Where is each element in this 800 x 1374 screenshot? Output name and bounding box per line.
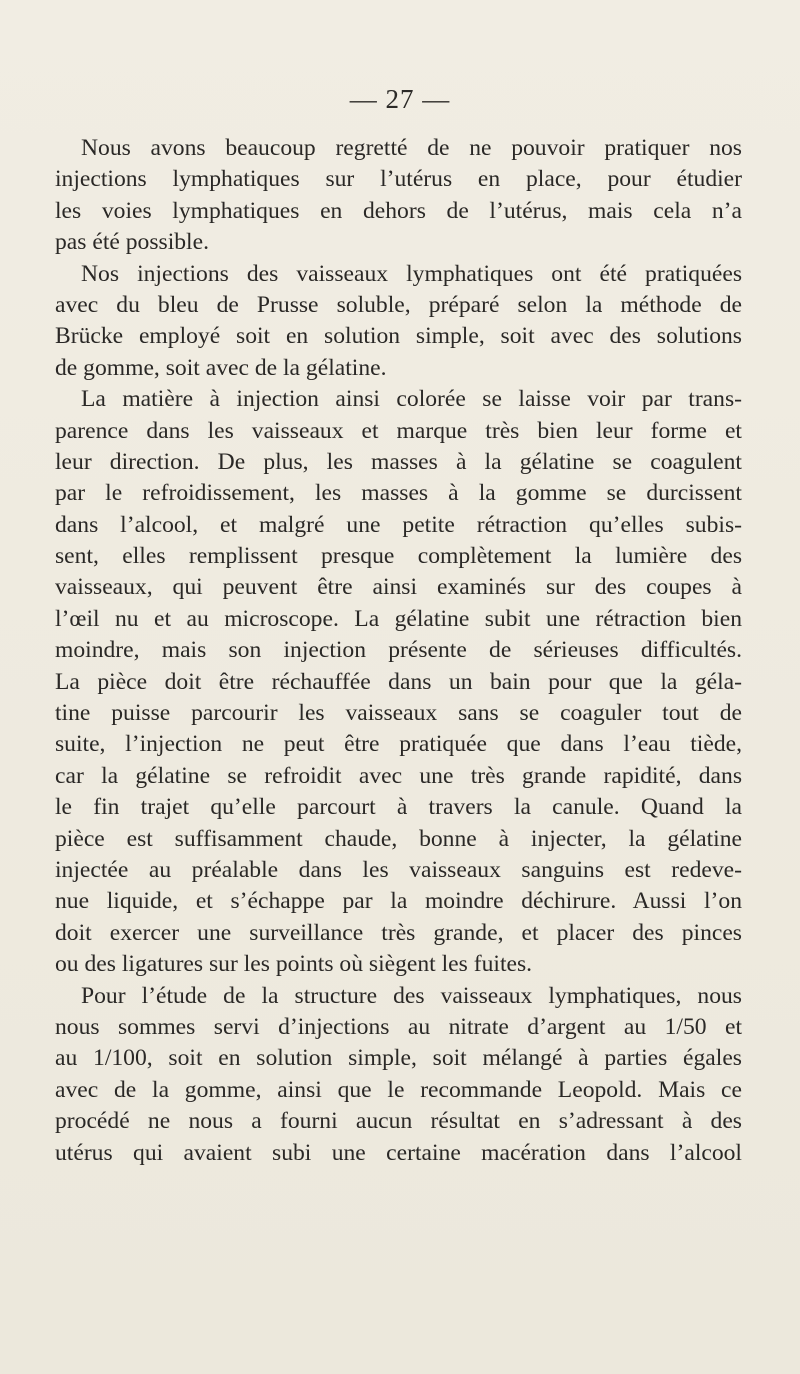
text-line: utérus qui avaient subi une certaine macération dans l’alcool (55, 1139, 742, 1166)
text-line: injectée au préalable dans les vaisseaux sanguins est redeve- (55, 856, 742, 883)
text-line: le fin trajet qu’elle parcourt à travers la canule. Quand la (55, 794, 742, 821)
text-line: suite, l’injection ne peut être pratiquée que dans l’eau tiède, (55, 731, 742, 758)
text-line: l’œil nu et au microscope. La gélatine subit une rétraction bien (55, 605, 742, 632)
text-line: pièce est suffisamment chaude, bonne à injecter, la gélatine (55, 825, 742, 852)
text-line: leur direction. De plus, les masses à la gélatine se coagulent (55, 448, 742, 475)
text-line: au 1/100, soit en solution simple, soit mélangé à parties égales (55, 1045, 742, 1072)
text-line: doit exercer une surveillance très grande, et placer des pinces (55, 919, 742, 946)
text-line: vaisseaux, qui peuvent être ainsi examinés sur des coupes à (55, 574, 742, 601)
text-line: procédé ne nous a fourni aucun résultat en s’adressant à des (55, 1108, 742, 1135)
text-line: sent, elles remplissent presque complètement la lumière des (55, 543, 742, 570)
text-line: La matière à injection ainsi colorée se laisse voir par trans- (81, 386, 742, 413)
page-number: — 27 — (349, 84, 451, 114)
text-line: injections lymphatiques sur l’utérus en place, pour étudier (55, 166, 742, 193)
text-line: Nos injections des vaisseaux lymphatiques ont été pratiquées (81, 260, 742, 287)
text-line: parence dans les vaisseaux et marque très bien leur forme et (55, 417, 742, 444)
text-line: pas été possible. (55, 229, 209, 256)
text-line: de gomme, soit avec de la gélatine. (55, 354, 387, 381)
text-line: avec de la gomme, ainsi que le recommande Leopold. Mais ce (55, 1076, 742, 1103)
text-line: car la gélatine se refroidit avec une très grande rapidité, dans (55, 762, 742, 789)
text-line: avec du bleu de Prusse soluble, préparé selon la méthode de (55, 291, 742, 318)
text-line: les voies lymphatiques en dehors de l’utérus, mais cela n’a (55, 197, 742, 224)
text-line: moindre, mais son injection présente de sérieuses difficultés. (55, 637, 742, 664)
text-line: La pièce doit être réchauffée dans un bain pour que la géla- (55, 668, 742, 695)
text-line: Brücke employé soit en solution simple, soit avec des solutions (55, 323, 742, 350)
text-line: ou des ligatures sur les points où siègent les fuites. (55, 951, 533, 978)
text-line: nue liquide, et s’échappe par la moindre déchirure. Aussi l’on (55, 888, 742, 915)
text-line: nous sommes servi d’injections au nitrate d’argent au 1/50 et (55, 1013, 742, 1040)
body-text (55, 133, 742, 1169)
text-line: Pour l’étude de la structure des vaisseaux lymphatiques, nous (81, 982, 742, 1009)
text-line: dans l’alcool, et malgré une petite rétraction qu’elles subis- (55, 511, 742, 538)
text-line: par le refroidissement, les masses à la gomme se durcissent (55, 480, 742, 507)
text-line: tine puisse parcourir les vaisseaux sans se coaguler tout de (55, 700, 742, 727)
text-line: Nous avons beaucoup regretté de ne pouvoir pratiquer nos (81, 135, 742, 161)
